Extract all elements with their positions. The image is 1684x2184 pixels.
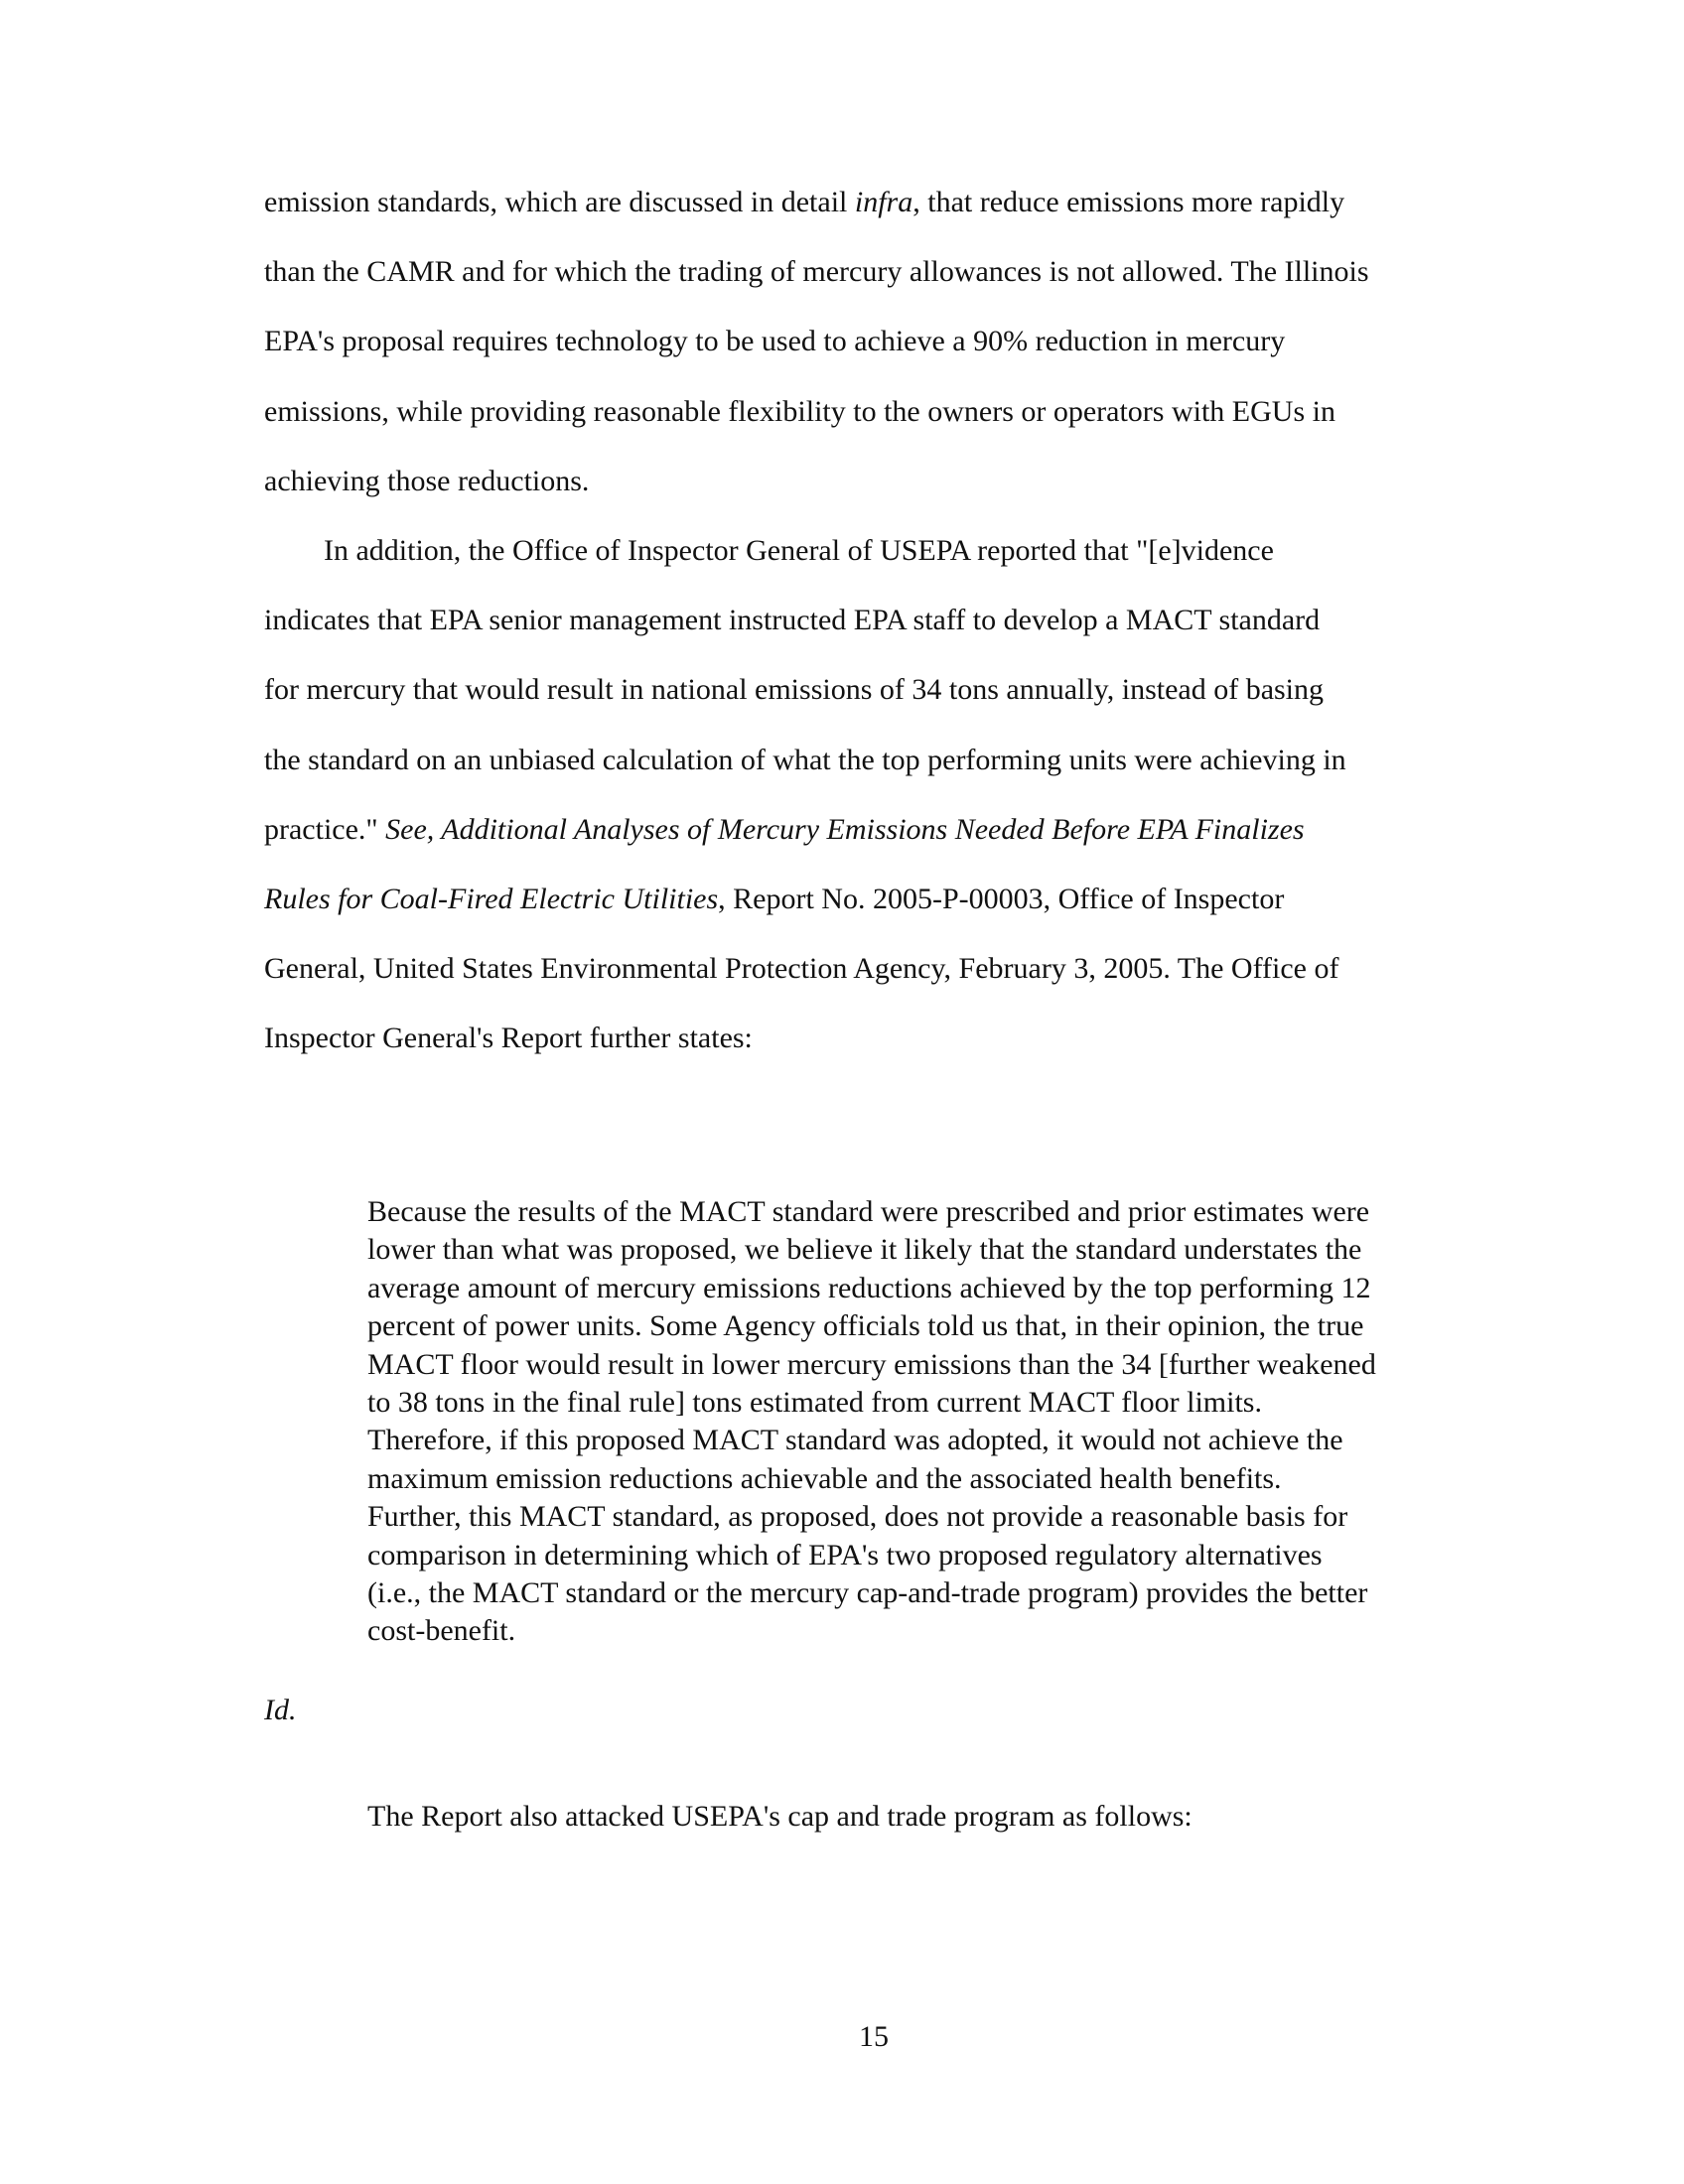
italic-citation: See, Additional Analyses of Mercury Emissions Needed Before EPA Finalizes (385, 812, 1305, 846)
paragraph-2-line: Rules for Coal-Fired Electric Utilities, Report No. 2005-P-00003, Office of Inspector (264, 883, 1285, 915)
paragraph-2-line: General, United States Environmental Protection Agency, February 3, 2005. The Office of (264, 952, 1339, 986)
blockquote-line: percent of power units. Some Agency officials told us that, in their opinion, the true (367, 1309, 1364, 1343)
paragraph-1-line: than the CAMR and for which the trading of mercury allowances is not allowed. The Illinois (264, 255, 1369, 289)
blockquote-line: Further, this MACT standard, as proposed, does not provide a reasonable basis for (367, 1500, 1348, 1534)
page-number: 15 (859, 2020, 889, 2053)
paragraph-2-line: indicates that EPA senior management instructed EPA staff to develop a MACT standard (264, 604, 1321, 637)
blockquote-line: (i.e., the MACT standard or the mercury cap-and-trade program) provides the better (367, 1576, 1368, 1609)
blockquote-line: average amount of mercury emissions reductions achieved by the top performing 12 (367, 1271, 1371, 1304)
blockquote-line: MACT floor would result in lower mercury emissions than the 34 [further weakened (367, 1347, 1376, 1381)
blockquote-line: to 38 tons in the final rule] tons estimated from current MACT floor limits. (367, 1386, 1262, 1419)
paragraph-3: The Report also attacked USEPA's cap and trade program as follows: (367, 1800, 1193, 1833)
paragraph-1-line: EPA's proposal requires technology to be used to achieve a 90% reduction in mercury (264, 325, 1286, 358)
paragraph-2-line: for mercury that would result in national emissions of 34 tons annually, instead of basing (264, 673, 1325, 707)
paragraph-2-line: practice." See, Additional Analyses of Mercury Emissions Needed Before EPA Finalizes (264, 812, 1305, 846)
paragraph-1-line: emissions, while providing reasonable flexibility to the owners or operators with EGUs in (264, 394, 1335, 428)
blockquote-line: lower than what was proposed, we believe it likely that the standard understates the (367, 1233, 1362, 1267)
italic-citation: infra (854, 186, 913, 218)
blockquote-line: Because the results of the MACT standard were prescribed and prior estimates were (367, 1195, 1370, 1228)
paragraph-2-line: Inspector General's Report further states: (264, 1022, 753, 1055)
paragraph-1-line: achieving those reductions. (264, 464, 590, 497)
blockquote-line: maximum emission reductions achievable and the associated health benefits. (367, 1461, 1282, 1495)
citation-id (264, 1691, 297, 1730)
citation-text: Id. (264, 1694, 297, 1726)
paragraph-2-line: the standard on an unbiased calculation of what the top performing units were achieving in (264, 743, 1346, 776)
blockquote-line: Therefore, if this proposed MACT standard was adopted, it would not achieve the (367, 1424, 1343, 1457)
blockquote-line: comparison in determining which of EPA's two proposed regulatory alternatives (367, 1538, 1323, 1571)
paragraph-2-line: In addition, the Office of Inspector General of USEPA reported that "[e]vidence (264, 534, 1274, 567)
blockquote-line: cost-benefit. (367, 1614, 516, 1648)
italic-citation: Rules for Coal-Fired Electric Utilities (264, 883, 719, 915)
paragraph-1-line: emission standards, which are discussed in detail infra, that reduce emissions more rapidly (264, 186, 1345, 218)
